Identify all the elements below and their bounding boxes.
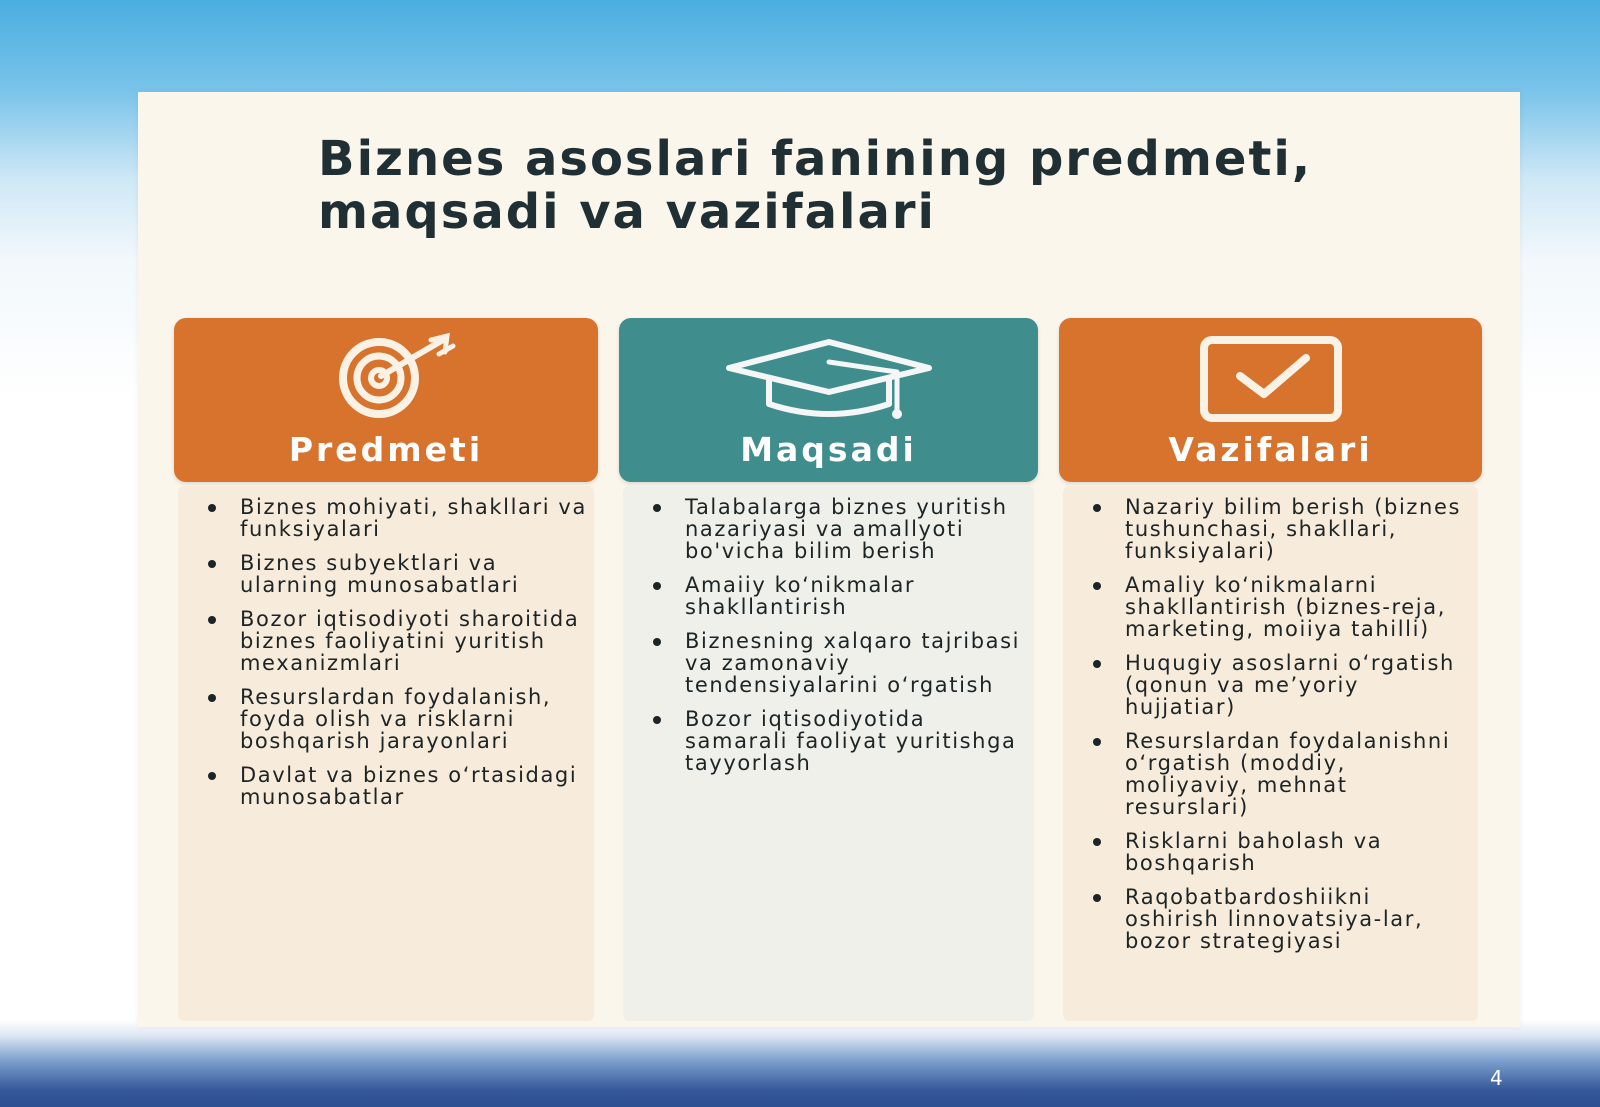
list-item: Talabalarga biznes yuritish nazariyasi va amallyoti bo'vicha bilim berish: [623, 496, 1034, 562]
list-item: Bozor iqtisodiyoti sharoitida biznes faoliyatini yuritish mexanizmlari: [178, 608, 594, 674]
list-item: Huqugiy asoslarni o‘rgatish (qonun va me’yoriy hujjatiar): [1063, 652, 1478, 718]
list-item: Raqobatbardoshiikni oshirish linnovatsiya-lar, bozor strategiyasi: [1063, 886, 1478, 952]
column-body-maqsadi: [623, 486, 1034, 1021]
list-item: Resurslardan foydalanish, foyda olish va risklarni boshqarish jarayonlari: [178, 686, 594, 752]
bullet-list: [623, 496, 1034, 786]
list-item: Resurslardan foydalanishni o‘rgatish (moddiy, moliyaviy, mehnat resurslari): [1063, 730, 1478, 818]
list-item: Nazariy bilim berish (biznes tushunchasi, shakllari, funksiyalari): [1063, 496, 1478, 562]
list-item: Bozor iqtisodiyotida samarali faoliyat yuritishga tayyorlash: [623, 708, 1034, 774]
target-icon: [291, 332, 481, 428]
column-header-predmeti: [174, 318, 598, 482]
column-title: Vazifalari: [1168, 430, 1373, 469]
column-header-vazifalari: [1059, 318, 1482, 482]
page-number: 4: [1490, 1066, 1503, 1090]
column-body-predmeti: [178, 486, 594, 1021]
column-title: Maqsadi: [740, 430, 917, 469]
column-title: Predmeti: [288, 430, 484, 469]
column-header-maqsadi: [619, 318, 1038, 482]
list-item: Davlat va biznes o‘rtasidagi munosabatlar: [178, 764, 594, 808]
list-item: Risklarni baholash va boshqarish: [1063, 830, 1478, 874]
slide-title: Biznes asoslari fanining predmeti, maqsadi va vazifalari: [318, 131, 1313, 240]
list-item: Amaliy ko‘nikmalarni shakllantirish (biznes-reja, marketing, moiiya tahilli): [1063, 574, 1478, 640]
graduation-cap-icon: [719, 332, 939, 428]
list-item: Amaiiy ko‘nikmalar shakllantirish: [623, 574, 1034, 618]
bullet-list: [1063, 496, 1478, 964]
bullet-list: [178, 496, 594, 820]
list-item: Biznes mohiyati, shakllari va funksiyalari: [178, 496, 594, 540]
column-body-vazifalari: [1063, 486, 1478, 1021]
checkbox-icon: [1196, 332, 1346, 428]
list-item: Biznesning xalqaro tajribasi va zamonaviy tendensiyalarini o‘rgatish: [623, 630, 1034, 696]
list-item: Biznes subyektlari va ularning munosabatlari: [178, 552, 594, 596]
